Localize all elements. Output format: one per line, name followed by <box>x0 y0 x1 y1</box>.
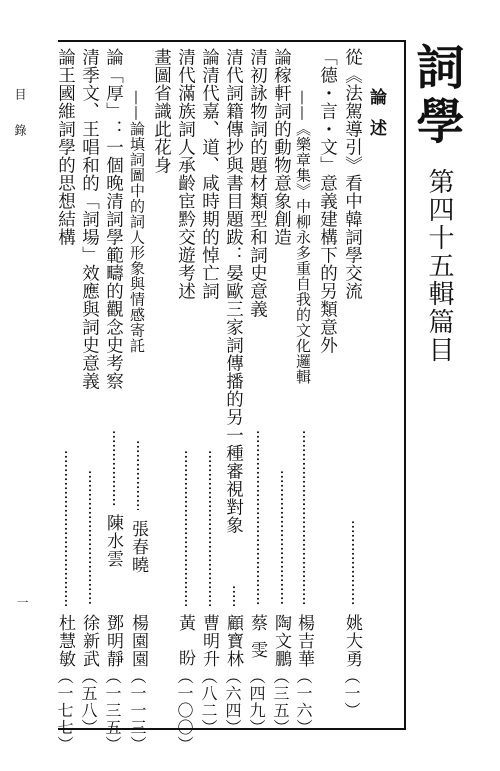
entry-author: 楊園園 <box>128 614 148 668</box>
entry-title: 清季文、王唱和的「詞場」效應與詞史意義 <box>79 48 100 390</box>
entry-page: （三五） <box>271 668 290 736</box>
entry-page: （一六） <box>294 668 313 736</box>
entry-subtitle: ——《樂章集》中柳永多重自我的文化邏輯 <box>294 90 312 385</box>
journal-title: 詞學 <box>408 42 464 150</box>
entry-page: （一一三） <box>128 668 147 753</box>
entry-title: 論清代嘉、道、咸時期的悼亡詞 <box>199 48 220 300</box>
section-heading: 論述 <box>366 88 386 150</box>
entry-page: （一七七） <box>55 668 74 753</box>
entry-author: 張春曉 <box>128 520 148 574</box>
leader-dots <box>281 470 283 606</box>
entry-title: 清代詞籍傳抄與書目題跋：晏歐三家詞傳播的另一種審視對象 <box>223 48 244 534</box>
leader-dots <box>65 450 67 606</box>
entry-author: 蔡雯 <box>247 614 267 668</box>
leader-dots <box>303 430 305 606</box>
entry-author: 黃盼 <box>175 614 195 684</box>
volume-title: 第四十五輯篇目 <box>424 168 454 364</box>
entry-title: 從《法駕導引》看中韓詞學交流 <box>342 48 363 300</box>
entry-author: 陳水雲 <box>103 514 123 568</box>
running-head: 目錄 <box>13 88 27 160</box>
entry-page: （四九） <box>247 668 266 736</box>
entry-title: 論稼軒詞的動物意象創造 <box>271 48 292 246</box>
entry-author: 鄧明靜 <box>103 614 123 668</box>
entry-page: （六四） <box>223 668 242 736</box>
leader-dots <box>233 585 235 606</box>
entry-author: 徐新武 <box>79 614 99 668</box>
entry-page: （一） <box>342 668 361 719</box>
entry-author: 顧寶林 <box>223 614 243 668</box>
entry-title: 清初詠物詞的題材類型和詞史意義 <box>247 48 268 318</box>
entry-subtitle: ——論填詞圖中的詞人形象與情感寄託 <box>128 90 146 354</box>
entry-title: 論王國維詞學的思想結構 <box>55 48 76 246</box>
leader-dots <box>257 430 259 606</box>
entry-title: 「德・言・文」意義建構下的另類意外 <box>317 48 338 354</box>
entry-author: 陶文鵬 <box>271 614 291 668</box>
entry-page: （八二） <box>199 668 218 736</box>
entry-author: 楊吉華 <box>294 614 314 668</box>
entry-page: （五八） <box>79 668 98 736</box>
leader-dots <box>185 450 187 606</box>
entry-author: 曹明升 <box>199 614 219 668</box>
leader-dots <box>137 440 139 510</box>
top-rule <box>58 40 404 42</box>
leader-dots <box>89 470 91 606</box>
page-number: 一 <box>15 596 29 608</box>
entry-page: （一三五） <box>103 668 122 753</box>
leader-dots <box>209 450 211 606</box>
entry-title: 論「厚」：一個晚清詞學範疇的觀念史考察 <box>103 48 124 390</box>
entry-title: 清代滿族詞人承齡宦黔交遊考述 <box>175 48 196 300</box>
leader-dots <box>352 520 354 606</box>
header-divider <box>404 40 406 730</box>
leader-dots <box>113 430 115 506</box>
entry-page: （一〇〇） <box>175 668 194 753</box>
entry-author: 杜慧敏 <box>55 614 75 668</box>
entry-author: 姚大勇 <box>342 614 362 668</box>
entry-title: 畫圖省識此花身 <box>151 48 172 174</box>
